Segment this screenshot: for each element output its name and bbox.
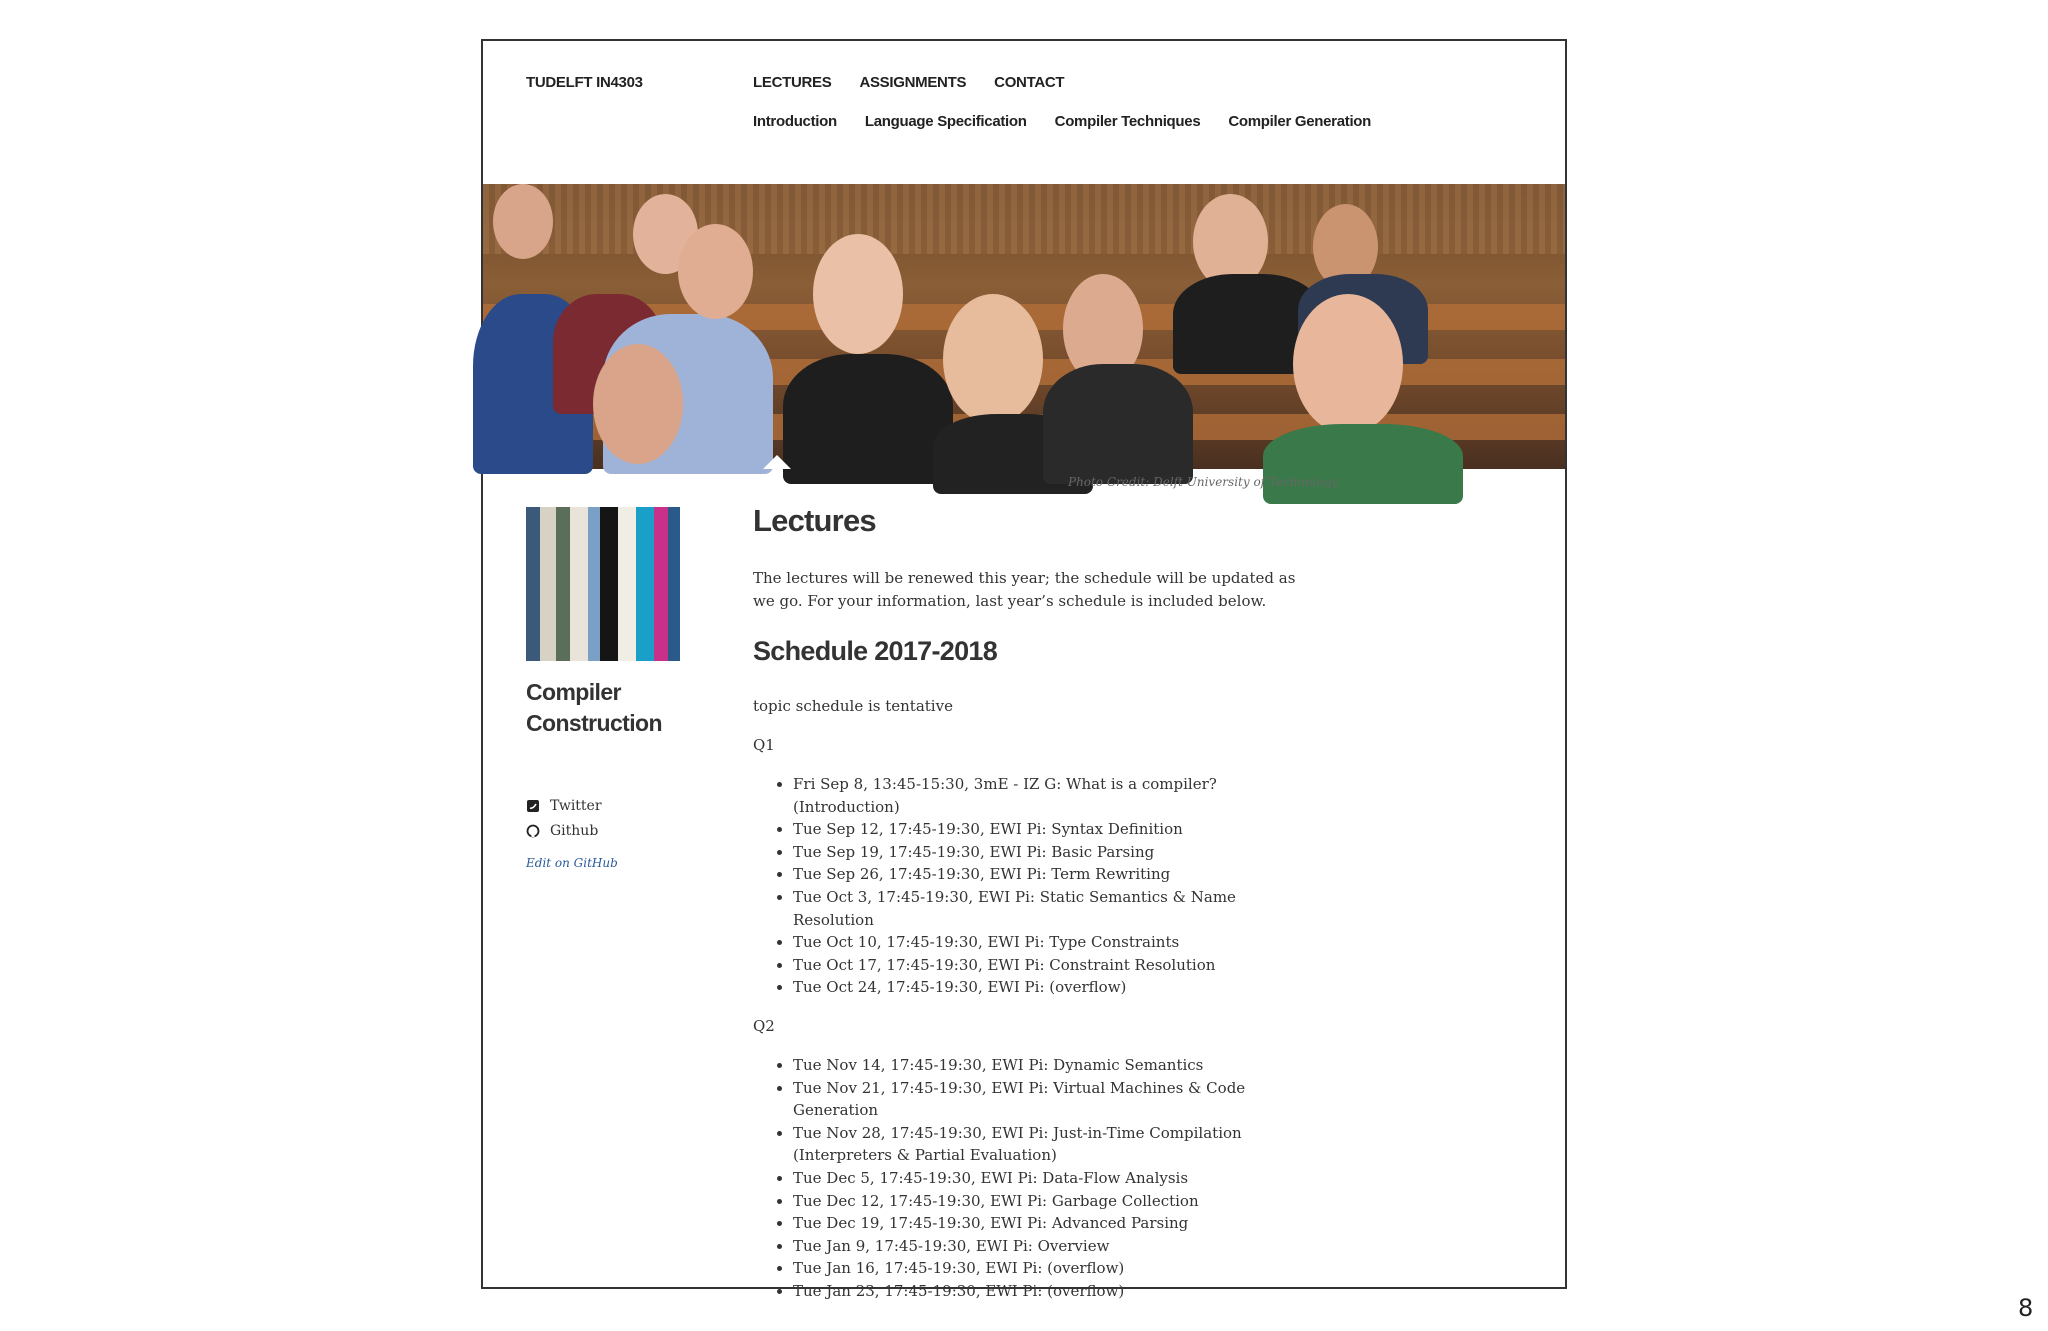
subnav-compiler-techniques[interactable]: Compiler Techniques	[1054, 113, 1201, 130]
q1-schedule-list	[753, 773, 1313, 999]
github-label: Github	[550, 823, 599, 839]
slide-page-number: 8	[2018, 1294, 2034, 1322]
list-item: • Tue Oct 3, 17:45-19:30, EWI Pi: Static Semantics & Name Resolution	[793, 886, 1313, 931]
main-nav	[753, 74, 1064, 91]
list-item: • Tue Nov 14, 17:45-19:30, EWI Pi: Dynamic Semantics	[793, 1054, 1313, 1077]
nav-lectures[interactable]: LECTURES	[753, 74, 832, 91]
list-item: • Tue Oct 10, 17:45-19:30, EWI Pi: Type Constraints	[793, 931, 1313, 954]
sub-nav	[753, 113, 1371, 130]
tentative-note: topic schedule is tentative	[753, 697, 953, 715]
list-item: • Tue Dec 12, 17:45-19:30, EWI Pi: Garbage Collection	[793, 1190, 1313, 1213]
q2-label: Q2	[753, 1016, 775, 1035]
list-item: • Tue Dec 19, 17:45-19:30, EWI Pi: Advanced Parsing	[793, 1212, 1313, 1235]
subnav-introduction[interactable]: Introduction	[753, 113, 837, 130]
photo-credit: Photo Credit: Delft University of Technology	[1068, 475, 1339, 489]
course-name: Compiler Construction	[526, 679, 662, 736]
github-icon	[526, 824, 540, 838]
github-link[interactable]	[526, 823, 598, 839]
list-item: • Tue Nov 28, 17:45-19:30, EWI Pi: Just-in-Time Compilation (Interpreters & Partial Evaluation)	[793, 1122, 1313, 1167]
subnav-compiler-generation[interactable]: Compiler Generation	[1228, 113, 1372, 130]
list-item: • Tue Jan 16, 17:45-19:30, EWI Pi: (overflow)	[793, 1257, 1313, 1280]
list-item: • Tue Oct 24, 17:45-19:30, EWI Pi: (overflow)	[793, 976, 1313, 999]
list-item: • Tue Jan 9, 17:45-19:30, EWI Pi: Overview	[793, 1235, 1313, 1258]
intro-paragraph: The lectures will be renewed this year; the schedule will be updated as we go. For your information, last year’s schedule is included below.	[753, 569, 1296, 610]
nav-contact[interactable]: CONTACT	[994, 74, 1065, 91]
list-item: • Tue Nov 21, 17:45-19:30, EWI Pi: Virtual Machines & Code Generation	[793, 1077, 1313, 1122]
twitter-icon	[526, 799, 540, 813]
hero-photo	[483, 184, 1565, 469]
q1-label: Q1	[753, 736, 775, 754]
q2-schedule-list	[753, 1054, 1313, 1303]
list-item: • Fri Sep 8, 13:45-15:30, 3mE - IZ G: What is a compiler? (Introduction)	[793, 773, 1313, 818]
list-item: • Tue Jan 23, 17:45-19:30, EWI Pi: (overflow)	[793, 1280, 1313, 1303]
list-item: • Tue Sep 19, 17:45-19:30, EWI Pi: Basic Parsing	[793, 841, 1313, 864]
hero-notch	[763, 455, 791, 469]
list-item: • Tue Sep 12, 17:45-19:30, EWI Pi: Syntax Definition	[793, 818, 1313, 841]
site-title[interactable]: TUDELFT IN4303	[526, 74, 643, 91]
browser-page-frame	[481, 39, 1567, 1300]
nav-assignments[interactable]: ASSIGNMENTS	[859, 74, 967, 91]
list-item: • Tue Dec 5, 17:45-19:30, EWI Pi: Data-Flow Analysis	[793, 1167, 1313, 1190]
twitter-label: Twitter	[550, 798, 602, 814]
main-content	[753, 501, 1313, 1318]
twitter-link[interactable]	[526, 798, 602, 814]
list-item: • Tue Sep 26, 17:45-19:30, EWI Pi: Term Rewriting	[793, 863, 1313, 886]
subnav-language-specification[interactable]: Language Specification	[864, 113, 1027, 130]
page-title: Lectures	[753, 503, 876, 538]
schedule-heading: Schedule 2017-2018	[753, 636, 998, 666]
list-item: • Tue Oct 17, 17:45-19:30, EWI Pi: Constraint Resolution	[793, 954, 1313, 977]
edit-on-github-link[interactable]: Edit on GitHub	[526, 856, 618, 870]
course-avatar	[526, 507, 680, 661]
